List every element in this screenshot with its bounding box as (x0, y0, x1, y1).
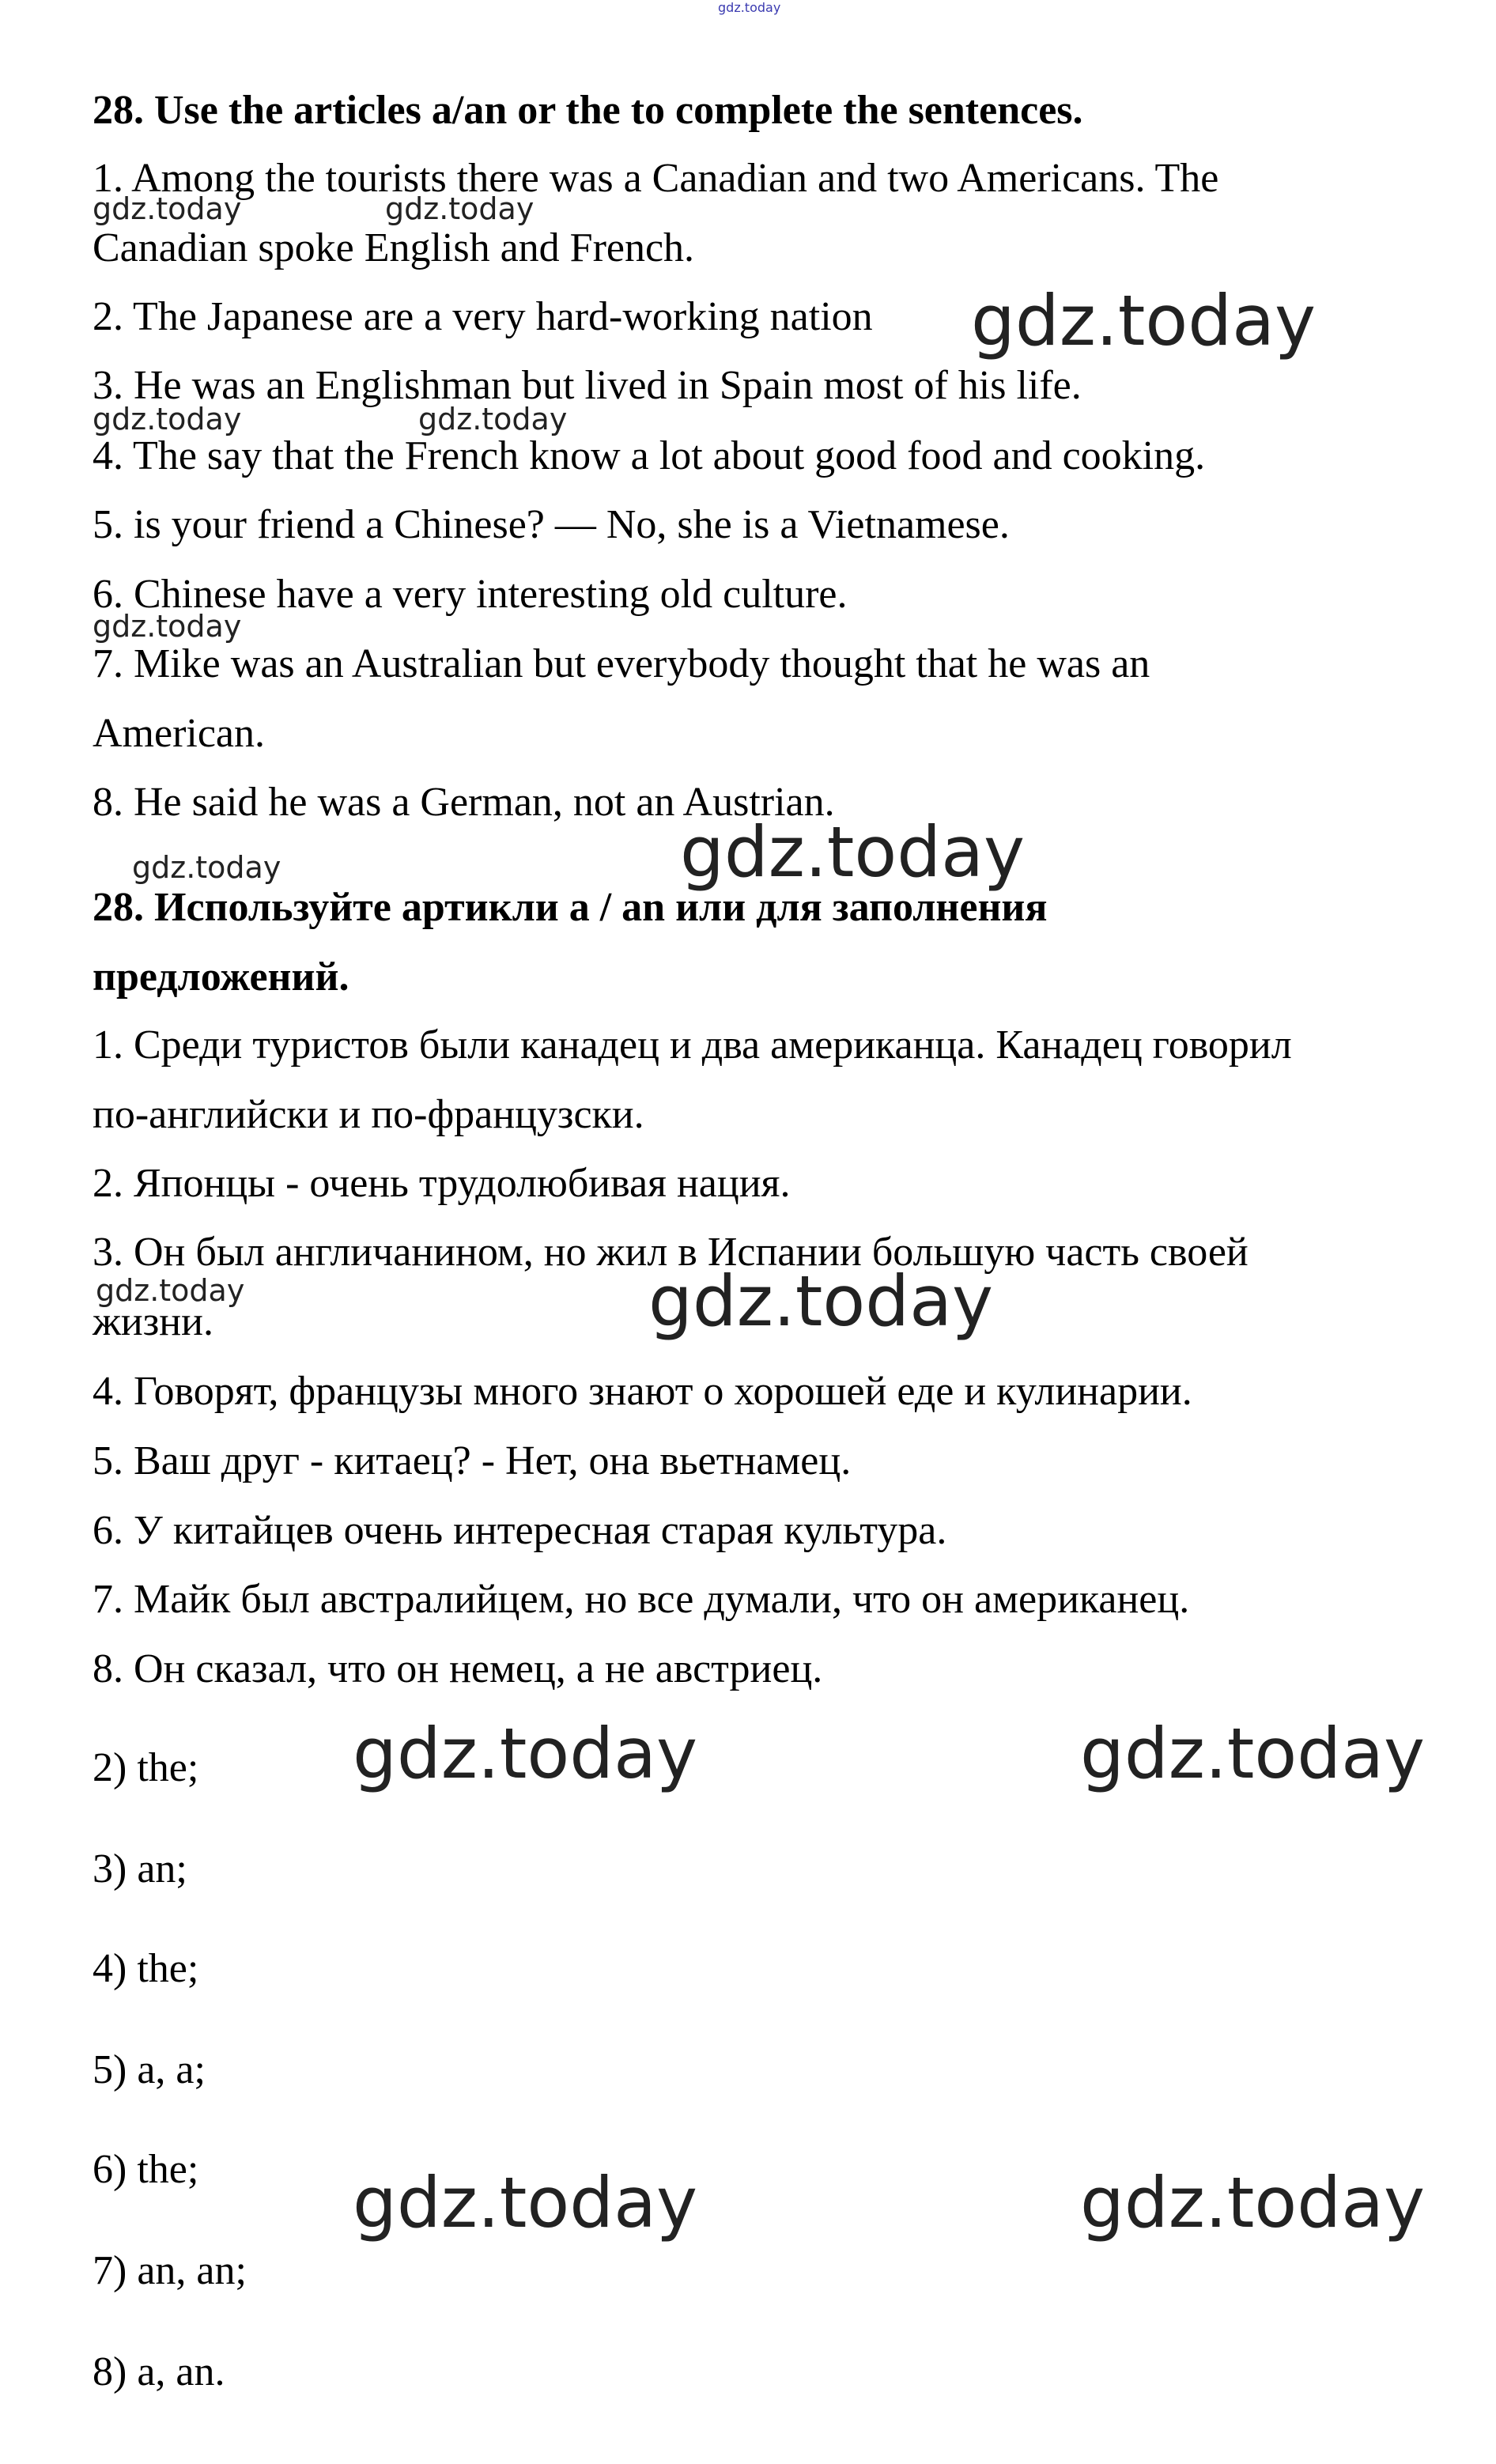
english-line-5: 5. is your friend a Chinese? — No, she is a Vietnamese. (93, 502, 1010, 547)
russian-heading-line1: 28. Используйте артикли a / an или для заполнения (93, 885, 1048, 930)
answer-item: 7) an, an; (93, 2248, 247, 2293)
english-line-6: 6. Chinese have a very interesting old culture. (93, 572, 848, 617)
watermark-small: gdz.today (93, 402, 242, 436)
russian-line-6: 6. У китайцев очень интересная старая культура. (93, 1508, 947, 1553)
answer-item: 2) the; (93, 1745, 199, 1790)
watermark-small: gdz.today (96, 1273, 245, 1308)
watermark-small: gdz.today (132, 850, 281, 885)
english-line-8: 8. He said he was a German, not an Austrian. (93, 780, 835, 825)
english-line-1a: 1. Among the tourists there was a Canadian and two Americans. The (93, 156, 1219, 201)
watermark-large: gdz.today (353, 2162, 698, 2243)
english-line-1b: Canadian spoke English and French. (93, 225, 695, 270)
english-line-3: 3. He was an Englishman but lived in Spain most of his life. (93, 363, 1082, 408)
watermark-top: gdz.today (718, 0, 781, 15)
russian-line-1a: 1. Среди туристов были канадец и два американца. Канадец говорил (93, 1022, 1292, 1068)
russian-line-3b: жизни. (93, 1299, 213, 1344)
answer-item: 5) a, a; (93, 2047, 206, 2092)
watermark-small: gdz.today (418, 402, 568, 436)
watermark-small: gdz.today (93, 191, 242, 226)
watermark-large: gdz.today (971, 280, 1317, 361)
answer-item: 4) the; (93, 1946, 199, 1991)
russian-heading-line2: предложений. (93, 954, 349, 1000)
watermark-small: gdz.today (385, 191, 535, 226)
english-line-7a: 7. Mike was an Australian but everybody thought that he was an (93, 641, 1150, 686)
watermark-small: gdz.today (93, 609, 242, 644)
english-line-2: 2. The Japanese are a very hard-working nation (93, 294, 873, 339)
watermark-large: gdz.today (648, 1260, 994, 1342)
russian-line-4: 4. Говорят, французы много знают о хорошей еде и кулинарии. (93, 1369, 1192, 1414)
watermark-large: gdz.today (1080, 2162, 1426, 2243)
russian-line-7: 7. Майк был австралийцем, но все думали, что он американец. (93, 1577, 1190, 1622)
english-line-7b: American. (93, 711, 266, 756)
watermark-large: gdz.today (1080, 1713, 1426, 1794)
answer-item: 8) a, an. (93, 2349, 225, 2394)
russian-line-5: 5. Ваш друг - китаец? - Нет, она вьетнамец. (93, 1438, 852, 1483)
russian-line-8: 8. Он сказал, что он немец, а не австриец. (93, 1646, 823, 1691)
answer-item: 3) an; (93, 1846, 187, 1891)
watermark-large: gdz.today (680, 811, 1026, 893)
russian-line-3a: 3. Он был англичанином, но жил в Испании большую часть своей (93, 1230, 1249, 1275)
watermark-large: gdz.today (353, 1713, 698, 1794)
answer-item: 6) the; (93, 2147, 199, 2192)
russian-line-1b: по-английски и по-французски. (93, 1092, 644, 1137)
english-heading: 28. Use the articles a/an or the to complete the sentences. (93, 88, 1083, 133)
russian-line-2: 2. Японцы - очень трудолюбивая нация. (93, 1161, 791, 1206)
english-line-4: 4. The say that the French know a lot about good food and cooking. (93, 433, 1206, 478)
